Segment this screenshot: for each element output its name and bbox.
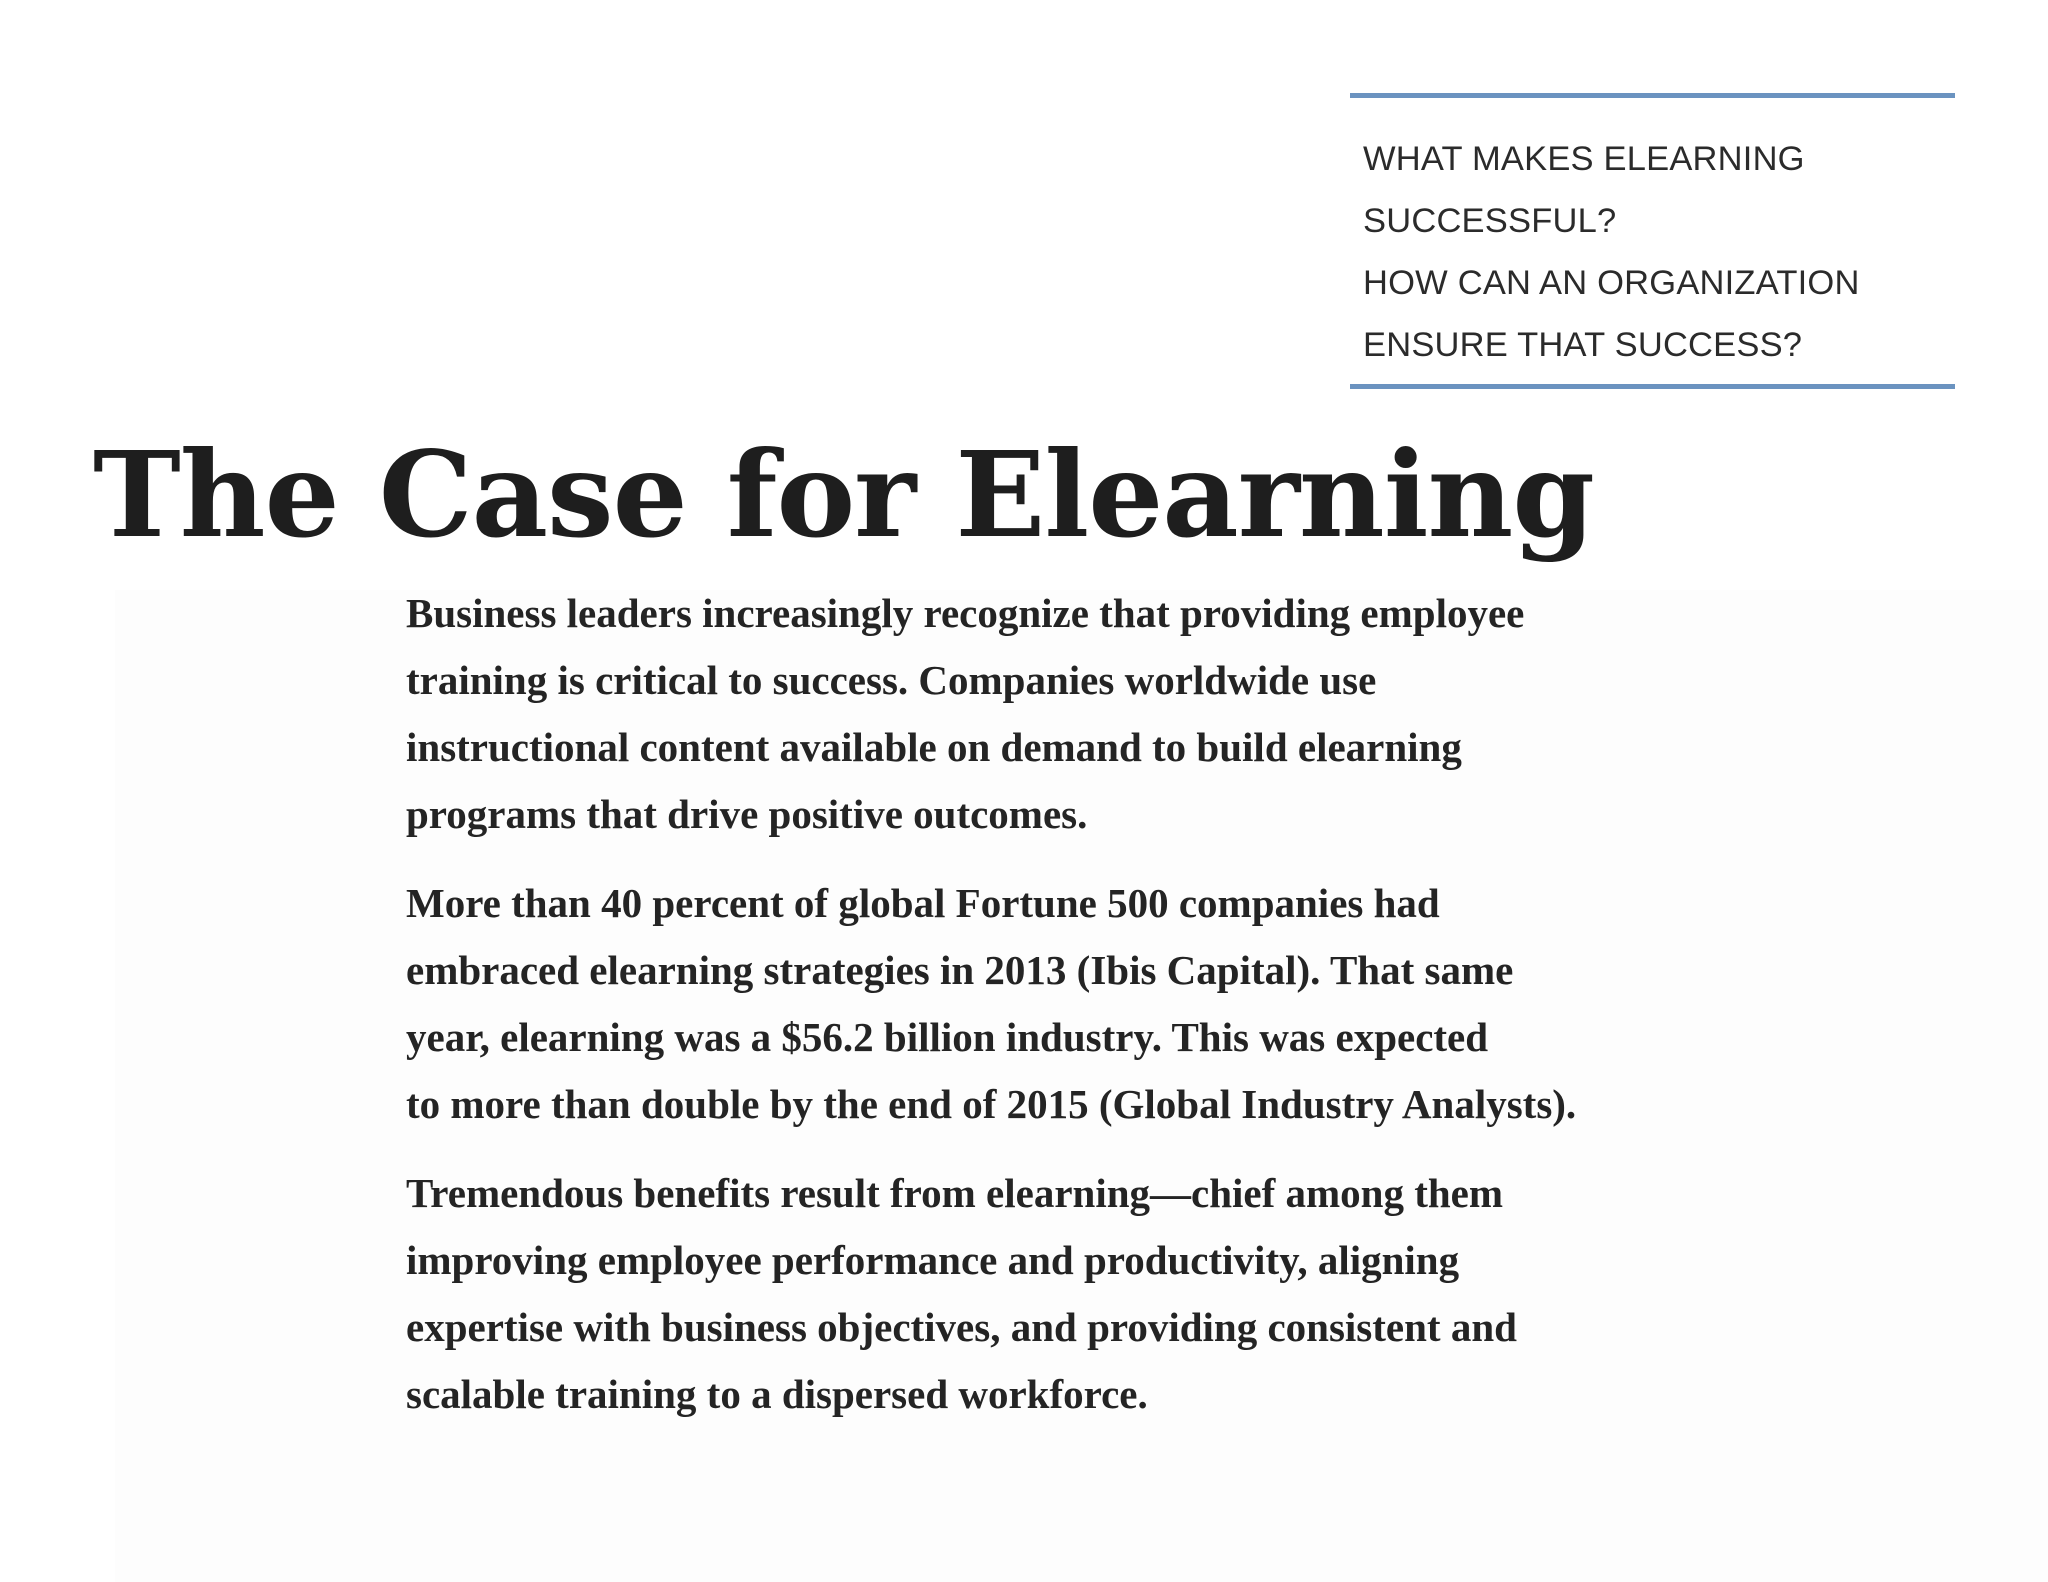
body-copy [406, 580, 1826, 1450]
text-line: More than 40 percent of global Fortune 500 companies had [406, 880, 1440, 926]
text-line: programs that drive positive outcomes. [406, 791, 1088, 837]
text-line: instructional content available on demand to build elearning [406, 724, 1462, 770]
paragraph-statistics [406, 870, 1826, 1138]
callout-line: ENSURE THAT SUCCESS? [1363, 326, 1803, 364]
callout-line: HOW CAN AN ORGANIZATION [1363, 264, 1860, 302]
paragraph-intro [406, 580, 1826, 848]
callout-line: SUCCESSFUL? [1363, 202, 1617, 240]
callout-line: WHAT MAKES ELEARNING [1363, 140, 1805, 178]
text-line: embraced elearning strategies in 2013 (Ibis Capital). That same [406, 947, 1514, 993]
text-line: Business leaders increasingly recognize that providing employee [406, 590, 1525, 636]
callout-box [1350, 93, 1955, 389]
paragraph-benefits [406, 1160, 1826, 1428]
text-line: year, elearning was a $56.2 billion industry. This was expected [406, 1014, 1489, 1060]
text-line: to more than double by the end of 2015 (Global Industry Analysts). [406, 1081, 1577, 1127]
text-line: expertise with business objectives, and providing consistent and [406, 1304, 1517, 1350]
page-title: The Case for Elearning [93, 425, 1594, 564]
text-line: Tremendous benefits result from elearning—chief among them [406, 1170, 1504, 1216]
text-line: scalable training to a dispersed workforce. [406, 1371, 1148, 1417]
text-line: improving employee performance and productivity, aligning [406, 1237, 1460, 1283]
text-line: training is critical to success. Companies worldwide use [406, 657, 1377, 703]
